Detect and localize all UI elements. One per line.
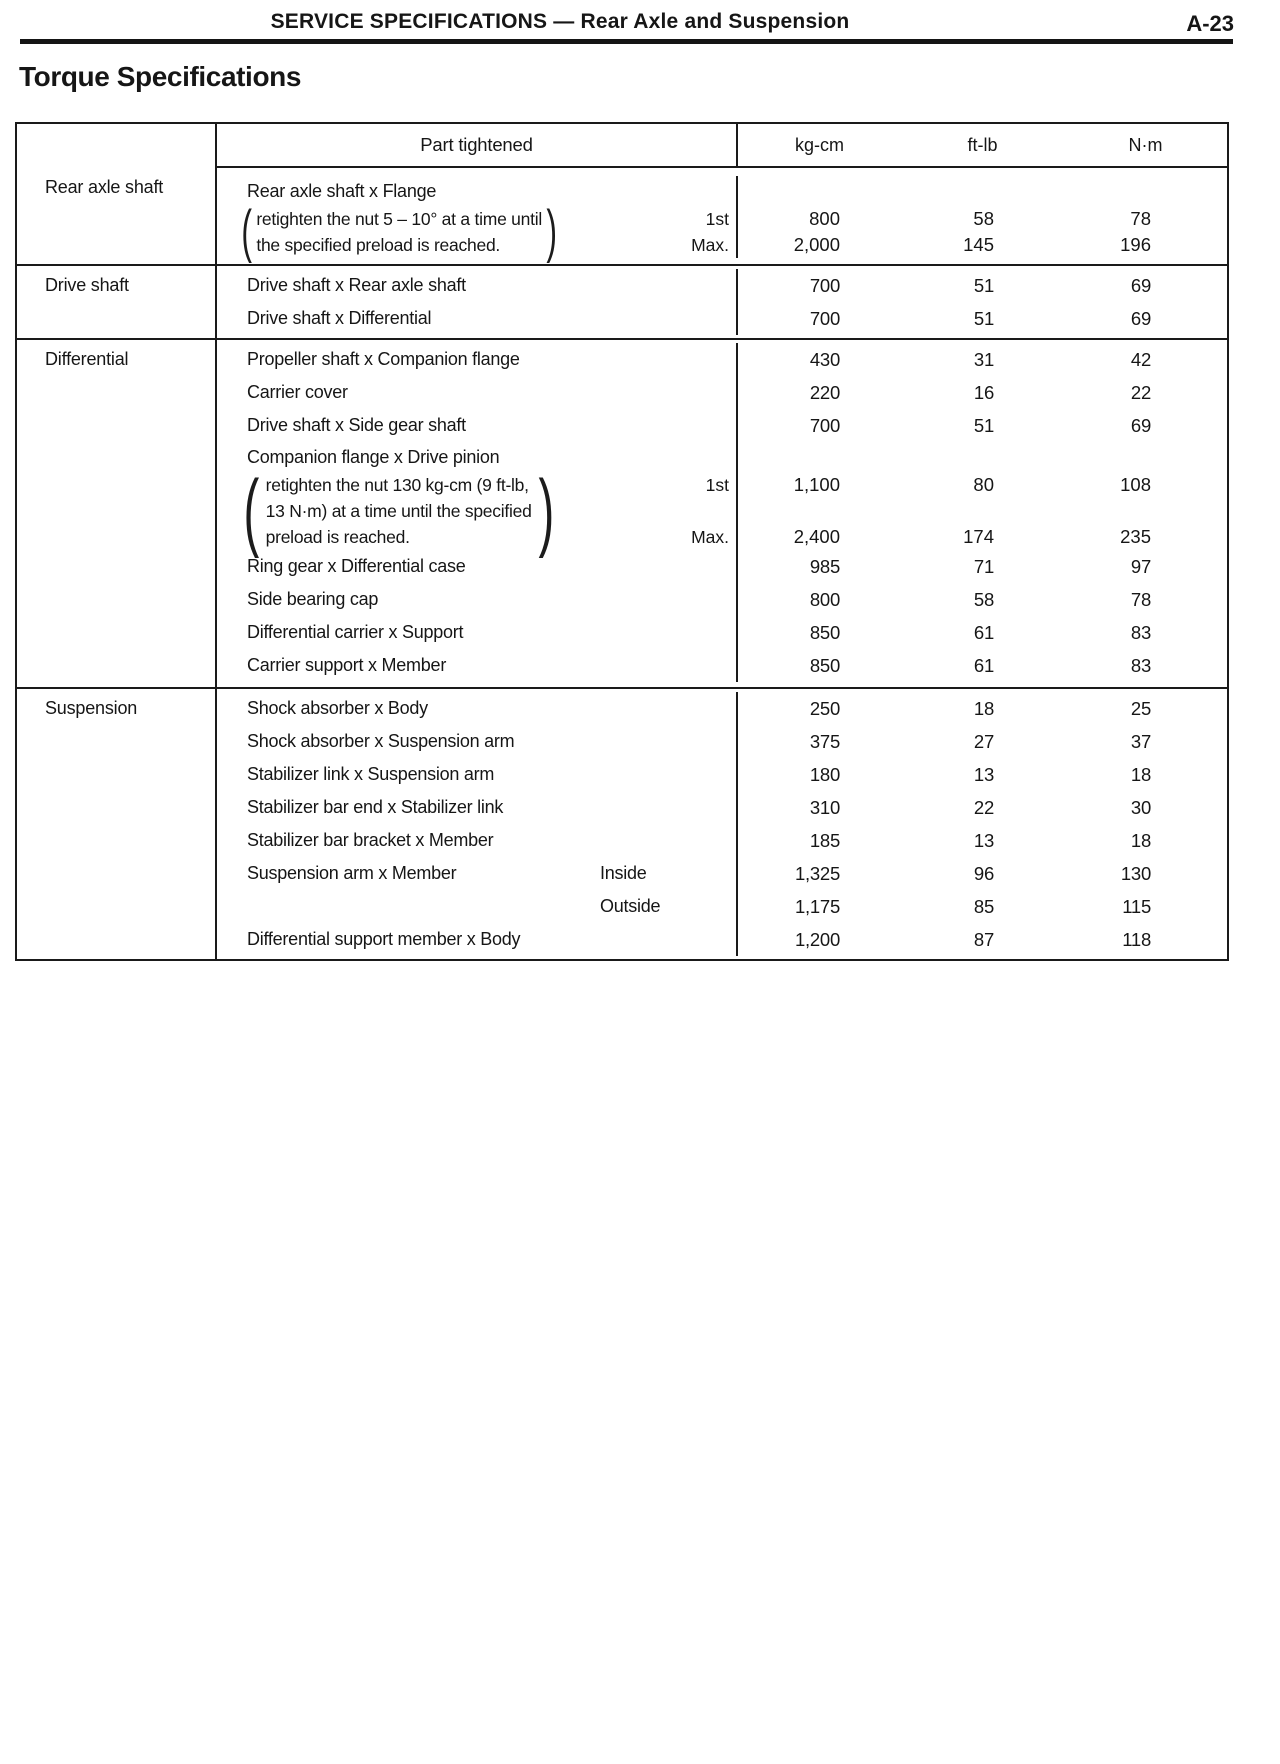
note-line: retighten the nut 5 – 10° at a time until	[256, 209, 543, 229]
kg-cm-cell: 250	[809, 697, 840, 719]
ft-lb-cell: 85	[973, 895, 994, 917]
empty-cell	[901, 442, 1064, 472]
part-cell: Drive shaft x Side gear shaft	[217, 409, 738, 442]
table-row	[217, 890, 1227, 923]
ft-lb-cell: 61	[973, 654, 994, 676]
kg-cm-cell: 375	[809, 730, 840, 752]
kg-cm-value: 800	[809, 208, 840, 229]
table-row	[217, 409, 1227, 442]
ft-lb-cell: 16	[973, 381, 994, 403]
part-cell: Drive shaft x Rear axle shaft	[217, 269, 738, 302]
group-label: Suspension	[17, 689, 217, 959]
step-label: Max.	[691, 527, 729, 547]
kg-cm-cell: 180	[809, 763, 840, 785]
note-cell	[217, 206, 738, 258]
page-number: A-23	[1186, 11, 1234, 36]
kg-cm-value: 2,400	[793, 526, 840, 547]
table-row	[217, 376, 1227, 409]
n-m-cell: 130	[1120, 862, 1151, 884]
group-section-rear-axle-shaft	[17, 168, 1227, 264]
ft-lb-cell: 51	[973, 274, 994, 296]
table-row	[217, 583, 1227, 616]
table-row	[217, 791, 1227, 824]
group-section-suspension	[17, 687, 1227, 959]
column-header-kg-cm: kg-cm	[795, 134, 844, 155]
torque-specifications-table	[15, 122, 1229, 961]
table-header-section	[17, 124, 1227, 168]
n-m-cell: 42	[1130, 348, 1151, 370]
table-row	[217, 176, 1227, 206]
kg-cm-cell: 700	[809, 414, 840, 436]
kg-cm-cell	[738, 472, 901, 550]
note-block	[237, 472, 560, 550]
column-header-n-m: N·m	[1128, 134, 1163, 155]
table-row	[217, 857, 1227, 890]
step-label: Max.	[691, 235, 729, 255]
empty-cell	[738, 176, 901, 206]
ft-lb-value: 58	[973, 208, 994, 229]
kg-cm-cell: 1,325	[794, 862, 840, 884]
table-row	[217, 343, 1227, 376]
n-m-value: 108	[1120, 474, 1151, 495]
n-m-cell: 83	[1130, 621, 1151, 643]
n-m-cell: 78	[1130, 588, 1151, 610]
empty-cell	[901, 176, 1064, 206]
kg-cm-cell: 1,200	[794, 928, 840, 950]
ft-lb-cell: 61	[973, 621, 994, 643]
left-bracket-icon	[241, 206, 252, 258]
kg-cm-cell: 700	[809, 307, 840, 329]
kg-cm-value: 1,100	[793, 474, 840, 495]
table-row	[217, 269, 1227, 302]
note-cell	[217, 472, 738, 550]
part-cell: Differential carrier x Support	[217, 616, 738, 649]
part-cell	[217, 857, 738, 890]
kg-cm-cell: 985	[809, 555, 840, 577]
n-m-cell: 118	[1122, 928, 1151, 950]
note-line: the specified preload is reached.	[256, 235, 501, 255]
kg-cm-cell: 800	[809, 588, 840, 610]
table-row-note	[217, 472, 1227, 550]
n-m-cell: 69	[1130, 414, 1151, 436]
part-cell: Differential support member x Body	[217, 923, 738, 956]
n-m-cell: 97	[1130, 555, 1151, 577]
page-title: SERVICE SPECIFICATIONS — Rear Axle and Suspension	[270, 10, 850, 33]
table-row	[217, 550, 1227, 583]
section-heading: Torque Specifications	[19, 61, 302, 92]
ft-lb-value: 80	[973, 474, 994, 495]
kg-cm-value: 2,000	[793, 234, 840, 255]
table-row	[217, 616, 1227, 649]
kg-cm-cell: 850	[809, 654, 840, 676]
note-line: retighten the nut 130 kg-cm (9 ft-lb,	[265, 475, 529, 495]
part-cell: Propeller shaft x Companion flange	[217, 343, 738, 376]
n-m-cell: 115	[1122, 895, 1151, 917]
table-row	[217, 725, 1227, 758]
position-label-inside: Inside	[600, 863, 647, 883]
column-header-row	[217, 124, 1227, 166]
group-label: Rear axle shaft	[17, 168, 217, 264]
n-m-cell: 69	[1130, 274, 1151, 296]
position-label-outside: Outside	[600, 896, 661, 916]
n-m-cell: 69	[1130, 307, 1151, 329]
part-cell: Rear axle shaft x Flange	[217, 176, 738, 206]
part-cell: Carrier cover	[217, 376, 738, 409]
ft-lb-value: 145	[963, 234, 994, 255]
group-label: Drive shaft	[17, 266, 217, 338]
part-cell: Carrier support x Member	[217, 649, 738, 682]
part-label: Suspension arm x Member	[247, 863, 457, 883]
part-cell: Ring gear x Differential case	[217, 550, 738, 583]
ft-lb-cell: 58	[973, 588, 994, 610]
ft-lb-cell: 22	[973, 796, 994, 818]
kg-cm-cell	[738, 206, 901, 258]
header-rule	[20, 39, 1233, 44]
table-row	[217, 649, 1227, 682]
part-cell: Shock absorber x Suspension arm	[217, 725, 738, 758]
left-bracket-icon	[243, 472, 259, 550]
ft-lb-cell: 51	[973, 414, 994, 436]
n-m-cell	[1064, 206, 1227, 258]
ft-lb-cell: 51	[973, 307, 994, 329]
part-cell: Stabilizer bar bracket x Member	[217, 824, 738, 857]
n-m-cell: 22	[1130, 381, 1151, 403]
step-label: 1st	[705, 209, 729, 229]
n-m-cell: 25	[1130, 697, 1151, 719]
ft-lb-cell: 87	[973, 928, 994, 950]
right-bracket-icon	[546, 206, 557, 258]
empty-cell	[1064, 442, 1227, 472]
ft-lb-cell: 31	[973, 348, 994, 370]
part-cell: Stabilizer link x Suspension arm	[217, 758, 738, 791]
group-section-drive-shaft	[17, 264, 1227, 338]
kg-cm-cell: 430	[809, 348, 840, 370]
ft-lb-cell	[901, 206, 1064, 258]
n-m-cell: 37	[1130, 730, 1151, 752]
group-label: Differential	[17, 340, 217, 687]
column-header-ft-lb: ft-lb	[967, 134, 998, 155]
step-label: 1st	[705, 475, 729, 495]
ft-lb-cell: 71	[973, 555, 994, 577]
table-row	[217, 923, 1227, 956]
kg-cm-cell: 220	[809, 381, 840, 403]
n-m-value: 196	[1120, 234, 1151, 255]
kg-cm-cell: 850	[809, 621, 840, 643]
kg-cm-cell: 1,175	[794, 895, 840, 917]
n-m-value: 78	[1130, 208, 1151, 229]
part-cell: Side bearing cap	[217, 583, 738, 616]
table-row	[217, 302, 1227, 335]
ft-lb-cell: 13	[973, 829, 994, 851]
kg-cm-cell: 310	[809, 796, 840, 818]
empty-cell	[738, 442, 901, 472]
part-cell	[217, 890, 738, 923]
ft-lb-cell: 27	[973, 730, 994, 752]
kg-cm-cell: 185	[809, 829, 840, 851]
part-cell: Shock absorber x Body	[217, 692, 738, 725]
ft-lb-cell: 96	[973, 862, 994, 884]
n-m-cell: 30	[1130, 796, 1151, 818]
note-line: 13 N·m) at a time until the specified	[265, 501, 532, 521]
part-cell: Drive shaft x Differential	[217, 302, 738, 335]
table-row	[217, 824, 1227, 857]
n-m-value: 235	[1120, 526, 1151, 547]
n-m-cell	[1064, 472, 1227, 550]
note-line: preload is reached.	[265, 527, 410, 547]
part-cell: Companion flange x Drive pinion	[217, 442, 738, 472]
kg-cm-cell: 700	[809, 274, 840, 296]
ft-lb-cell	[901, 472, 1064, 550]
ft-lb-value: 174	[963, 526, 994, 547]
table-row-note	[217, 206, 1227, 258]
ft-lb-cell: 18	[973, 697, 994, 719]
right-bracket-icon	[538, 472, 554, 550]
group-section-differential	[17, 338, 1227, 687]
n-m-cell: 18	[1130, 829, 1151, 851]
empty-cell	[1064, 176, 1227, 206]
table-row	[217, 442, 1227, 472]
column-header-part: Part tightened	[217, 124, 738, 166]
ft-lb-cell: 13	[973, 763, 994, 785]
table-row	[217, 758, 1227, 791]
n-m-cell: 83	[1130, 654, 1151, 676]
n-m-cell: 18	[1130, 763, 1151, 785]
group-column-header-empty	[17, 124, 217, 168]
note-block	[237, 206, 561, 258]
part-cell: Stabilizer bar end x Stabilizer link	[217, 791, 738, 824]
table-row	[217, 692, 1227, 725]
